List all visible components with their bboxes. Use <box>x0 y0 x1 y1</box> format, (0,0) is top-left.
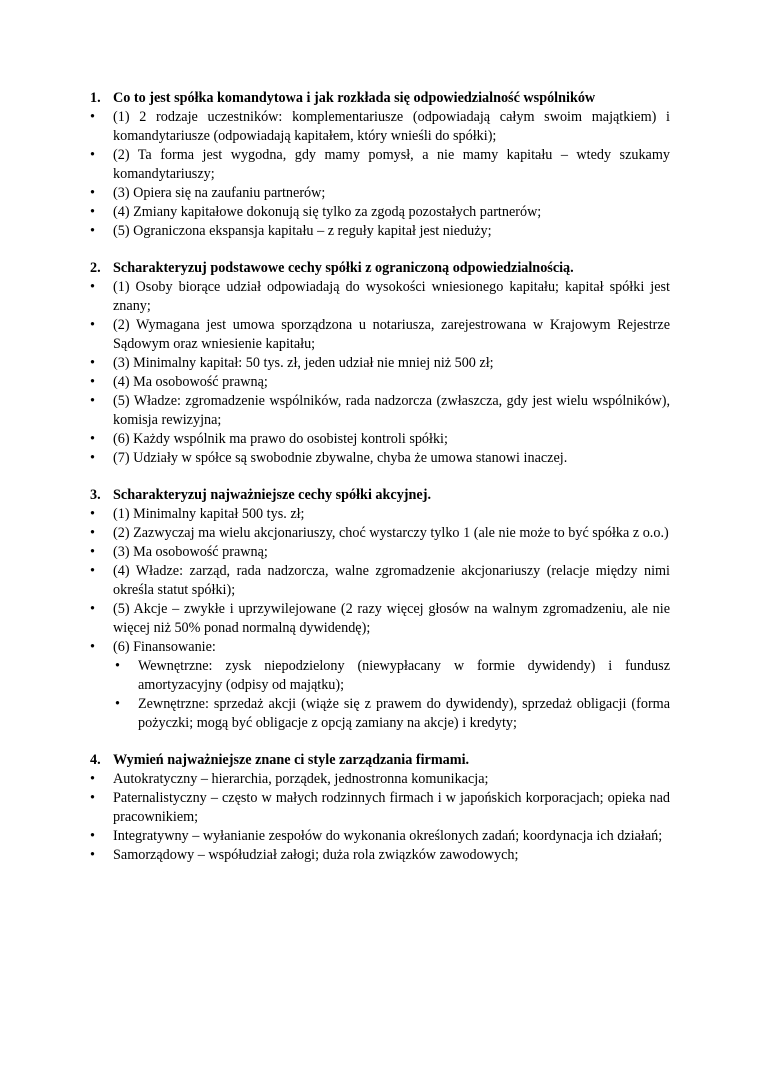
nested-bullet-list <box>90 657 670 733</box>
list-item <box>90 373 670 392</box>
section-number: 1. <box>90 90 101 106</box>
section-heading <box>90 259 670 278</box>
list-item-text: (6) Każdy wspólnik ma prawo do osobistej kontroli spółki; <box>113 431 448 447</box>
bullet-icon: • <box>90 506 95 522</box>
list-item-text: (1) 2 rodzaje uczestników: komplementariusze (odpowiadają całym swoim majątkiem) i komandytariusze (odpowiadają kapitałem, który wnieśli do spółki); <box>113 109 670 144</box>
bullet-icon: • <box>90 639 95 655</box>
section-heading <box>90 751 670 770</box>
list-item-text: Zewnętrzne: sprzedaż akcji (wiąże się z prawem do dywidendy), sprzedaż obligacji (forma pożyczki; mogą być obligacje z opcją zamiany na akcje) i kredyty; <box>138 696 670 731</box>
bullet-icon: • <box>90 563 95 579</box>
section-title: Wymień najważniejsze znane ci style zarządzania firmami. <box>113 752 470 768</box>
list-item-text: (2) Wymagana jest umowa sporządzona u notariusza, zarejestrowana w Krajowym Rejestrze Sądowym oraz wniesienie kapitału; <box>113 317 670 352</box>
list-item-text: (5) Władze: zgromadzenie wspólników, rada nadzorcza (zwłaszcza, gdy jest wielu wspólników), komisja rewizyjna; <box>113 393 670 428</box>
bullet-icon: • <box>90 317 95 333</box>
list-item-text: (1) Minimalny kapitał 500 tys. zł; <box>113 506 305 522</box>
bullet-icon: • <box>90 771 95 787</box>
section-4 <box>90 751 670 865</box>
list-item <box>90 600 670 638</box>
bullet-icon: • <box>90 450 95 466</box>
list-item <box>90 827 670 846</box>
list-item-text: (4) Władze: zarząd, rada nadzorcza, walne zgromadzenie akcjonariuszy (relacje między nimi określa statut spółki); <box>113 563 670 598</box>
nested-list-item <box>90 695 670 733</box>
list-item-text: Autokratyczny – hierarchia, porządek, jednostronna komunikacja; <box>113 771 489 787</box>
bullet-icon: • <box>90 847 95 863</box>
bullet-icon: • <box>90 279 95 295</box>
bullet-icon: • <box>115 696 120 712</box>
bullet-list <box>90 770 670 865</box>
list-item <box>90 203 670 222</box>
list-item-text: (3) Ma osobowość prawną; <box>113 544 268 560</box>
nested-list-item <box>90 657 670 695</box>
bullet-icon: • <box>90 544 95 560</box>
list-item <box>90 354 670 373</box>
bullet-icon: • <box>90 204 95 220</box>
list-item-text: (4) Ma osobowość prawną; <box>113 374 268 390</box>
list-item <box>90 524 670 543</box>
section-1 <box>90 89 670 241</box>
bullet-icon: • <box>90 109 95 125</box>
list-item <box>90 562 670 600</box>
section-title: Co to jest spółka komandytowa i jak rozkłada się odpowiedzialność wspólników <box>113 90 596 106</box>
bullet-icon: • <box>90 790 95 806</box>
bullet-icon: • <box>90 431 95 447</box>
bullet-icon: • <box>90 223 95 239</box>
list-item-text: (5) Ograniczona ekspansja kapitału – z reguły kapitał jest nieduży; <box>113 223 492 239</box>
list-item <box>90 184 670 203</box>
list-item-text: (4) Zmiany kapitałowe dokonują się tylko za zgodą pozostałych partnerów; <box>113 204 542 220</box>
bullet-list <box>90 505 670 657</box>
document-page <box>90 89 670 883</box>
list-item <box>90 430 670 449</box>
section-heading <box>90 486 670 505</box>
list-item-text: Paternalistyczny – często w małych rodzinnych firmach i w japońskich korporacjach; opieka nad pracownikiem; <box>113 790 670 825</box>
section-number: 3. <box>90 487 101 503</box>
list-item-text: (7) Udziały w spółce są swobodnie zbywalne, chyba że umowa stanowi inaczej. <box>113 450 568 466</box>
list-item-text: (1) Osoby biorące udział odpowiadają do wysokości wniesionego kapitału; kapitał spółki jest znany; <box>113 279 670 314</box>
list-item <box>90 278 670 316</box>
list-item-text: Wewnętrzne: zysk niepodzielony (niewypłacany w formie dywidendy) i fundusz amortyzacyjny (odpisy od majątku); <box>138 658 670 693</box>
list-item-text: (2) Zazwyczaj ma wielu akcjonariuszy, choć wystarczy tylko 1 (ale nie może to być spółka z o.o.) <box>113 525 669 541</box>
list-item <box>90 392 670 430</box>
bullet-icon: • <box>90 147 95 163</box>
section-number: 4. <box>90 752 101 768</box>
bullet-icon: • <box>90 828 95 844</box>
bullet-list <box>90 108 670 241</box>
bullet-icon: • <box>90 185 95 201</box>
section-number: 2. <box>90 260 101 276</box>
list-item <box>90 770 670 789</box>
list-item <box>90 108 670 146</box>
list-item-text: (3) Minimalny kapitał: 50 tys. zł, jeden udział nie mniej niż 500 zł; <box>113 355 494 371</box>
list-item <box>90 222 670 241</box>
list-item <box>90 789 670 827</box>
list-item-text: (6) Finansowanie: <box>113 639 216 655</box>
bullet-icon: • <box>90 601 95 617</box>
list-item <box>90 543 670 562</box>
list-item-text: Integratywny – wyłanianie zespołów do wykonania określonych zadań; koordynacja ich działań; <box>113 828 663 844</box>
list-item-text: (5) Akcje – zwykłe i uprzywilejowane (2 razy więcej głosów na walnym zgromadzeniu, ale nie więcej niż 50% ponad normalną dywidendę); <box>113 601 670 636</box>
section-title: Scharakteryzuj podstawowe cechy spółki z ograniczoną odpowiedzialnością. <box>113 260 574 276</box>
bullet-list <box>90 278 670 468</box>
list-item-text: (3) Opiera się na zaufaniu partnerów; <box>113 185 326 201</box>
bullet-icon: • <box>90 374 95 390</box>
section-heading <box>90 89 670 108</box>
section-title: Scharakteryzuj najważniejsze cechy spółki akcyjnej. <box>113 487 431 503</box>
bullet-icon: • <box>115 658 120 674</box>
list-item <box>90 316 670 354</box>
section-2 <box>90 259 670 468</box>
bullet-icon: • <box>90 393 95 409</box>
section-3 <box>90 486 670 733</box>
bullet-icon: • <box>90 355 95 371</box>
list-item <box>90 505 670 524</box>
list-item-text: (2) Ta forma jest wygodna, gdy mamy pomysł, a nie mamy kapitału – wtedy szukamy komandytariuszy; <box>113 147 670 182</box>
list-item <box>90 146 670 184</box>
list-item-text: Samorządowy – współudział załogi; duża rola związków zawodowych; <box>113 847 519 863</box>
list-item <box>90 449 670 468</box>
bullet-icon: • <box>90 525 95 541</box>
list-item <box>90 846 670 865</box>
list-item <box>90 638 670 657</box>
